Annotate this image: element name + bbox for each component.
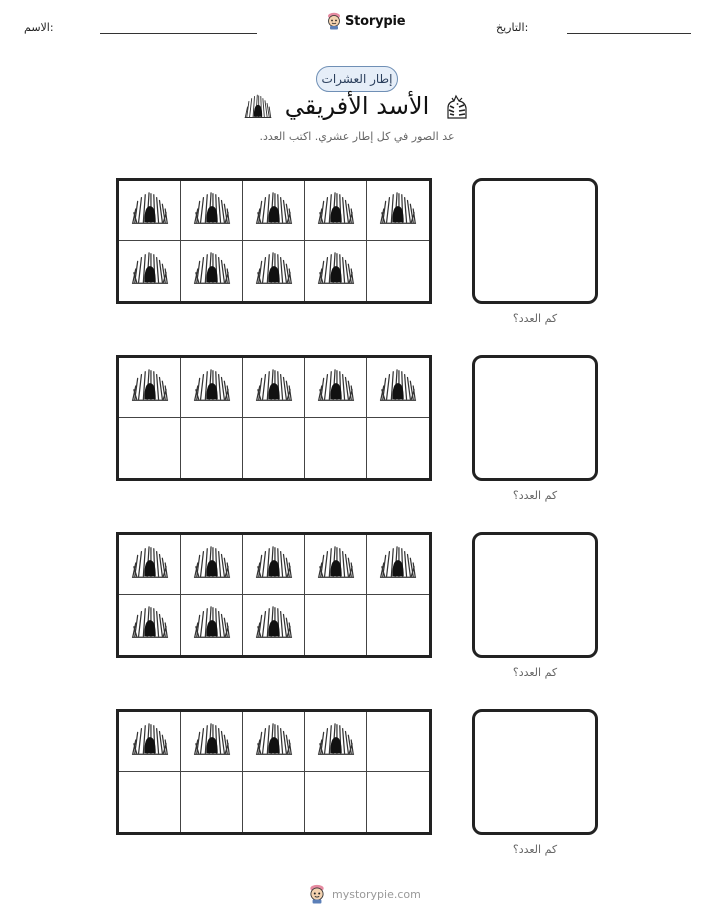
ten-frame-cell-empty xyxy=(367,418,429,478)
ten-frame-badge: إطار العشرات xyxy=(316,66,398,92)
grass-lion-den-icon xyxy=(131,368,169,408)
page-title: الأسد الأفريقي xyxy=(284,92,430,120)
ten-frame-cell-filled xyxy=(181,358,243,418)
grass-lion-den-icon xyxy=(193,722,231,762)
ten-frame xyxy=(116,355,432,481)
ten-frame-cell-filled xyxy=(367,181,429,241)
ten-frame-cell-empty xyxy=(243,418,305,478)
ten-frame-cell-filled xyxy=(243,595,305,655)
answer-box[interactable] xyxy=(472,532,598,658)
ten-frame-cell-filled xyxy=(243,358,305,418)
answer-box[interactable] xyxy=(472,178,598,304)
answer-prompt: كم العدد؟ xyxy=(512,666,558,679)
ten-frame-cell-empty xyxy=(305,772,367,832)
answer-box[interactable] xyxy=(472,709,598,835)
storypie-mascot-icon xyxy=(308,884,326,904)
ten-frame-cell-filled xyxy=(119,595,181,655)
grass-lion-den-icon xyxy=(131,545,169,585)
grass-lion-den-icon xyxy=(255,191,293,231)
ten-frame-cell-filled xyxy=(243,181,305,241)
grass-lion-den-icon xyxy=(193,605,231,645)
grass-lion-den-icon xyxy=(317,251,355,291)
instructions: عد الصور في كل إطار عشري. اكتب العدد. xyxy=(259,130,455,143)
grass-lion-den-icon xyxy=(379,545,417,585)
answer-prompt: كم العدد؟ xyxy=(512,843,558,856)
ten-frame-cell-filled xyxy=(119,241,181,301)
ten-frame-cell-filled xyxy=(119,358,181,418)
grass-lion-den-icon xyxy=(379,368,417,408)
answer-prompt: كم العدد؟ xyxy=(512,489,558,502)
grass-lion-den-icon xyxy=(131,191,169,231)
ten-frame-cell-filled xyxy=(243,535,305,595)
ten-frame-cell-filled xyxy=(181,595,243,655)
grass-lion-den-icon xyxy=(193,251,231,291)
ten-frame-cell-filled xyxy=(243,241,305,301)
ten-frame-cell-empty xyxy=(181,418,243,478)
ten-frame-cell-filled xyxy=(243,712,305,772)
ten-frame-cell-filled xyxy=(119,712,181,772)
storypie-mascot-icon xyxy=(326,12,342,30)
ten-frame xyxy=(116,709,432,835)
ten-frame-cell-filled xyxy=(305,241,367,301)
grass-lion-den-icon xyxy=(317,722,355,762)
grass-lion-den-icon xyxy=(131,251,169,291)
grass-lion-den-icon xyxy=(131,605,169,645)
grass-lion-den-icon xyxy=(255,368,293,408)
grass-lion-den-icon xyxy=(193,368,231,408)
ten-frame-cell-filled xyxy=(181,535,243,595)
grass-lion-den-icon xyxy=(379,191,417,231)
grass-lion-den-icon xyxy=(131,722,169,762)
ten-frame-cell-empty xyxy=(367,712,429,772)
ten-frame-cell-empty xyxy=(305,595,367,655)
ten-frame-cell-filled xyxy=(181,181,243,241)
footer-site: mystorypie.com xyxy=(332,887,421,901)
name-label: الاسم: xyxy=(24,21,54,34)
ten-frame-cell-filled xyxy=(367,358,429,418)
ten-frame-cell-empty xyxy=(367,595,429,655)
grass-lion-den-icon xyxy=(193,545,231,585)
ten-frame-cell-empty xyxy=(243,772,305,832)
ten-frame xyxy=(116,178,432,304)
ten-frame-cell-filled xyxy=(305,712,367,772)
zebra-icon xyxy=(442,92,472,126)
ten-frame-cell-filled xyxy=(181,712,243,772)
ten-frame-cell-empty xyxy=(367,772,429,832)
grass-lion-den-icon xyxy=(255,545,293,585)
ten-frame-cell-filled xyxy=(119,181,181,241)
grass-lion-den-icon xyxy=(255,605,293,645)
ten-frame-cell-filled xyxy=(305,181,367,241)
grass-lion-den-icon xyxy=(255,722,293,762)
date-label: التاريخ: xyxy=(496,21,529,34)
grass-lion-den-icon xyxy=(317,545,355,585)
grass-lion-den-icon xyxy=(317,191,355,231)
ten-frame-cell-empty xyxy=(119,772,181,832)
grass-lion-den-icon xyxy=(317,368,355,408)
footer xyxy=(308,884,421,904)
ten-frame-cell-empty xyxy=(367,241,429,301)
ten-frame-cell-empty xyxy=(119,418,181,478)
grass-lion-den-icon xyxy=(193,191,231,231)
answer-prompt: كم العدد؟ xyxy=(512,312,558,325)
ten-frame-cell-empty xyxy=(305,418,367,478)
date-line[interactable] xyxy=(567,33,691,34)
brand-name: Storypie xyxy=(345,13,406,29)
ten-frame xyxy=(116,532,432,658)
grass-lion-den-icon xyxy=(255,251,293,291)
name-line[interactable] xyxy=(100,33,257,34)
ten-frame-cell-filled xyxy=(119,535,181,595)
ten-frame-cell-filled xyxy=(367,535,429,595)
ten-frame-cell-filled xyxy=(305,535,367,595)
ten-frame-cell-filled xyxy=(305,358,367,418)
ten-frame-cell-empty xyxy=(181,772,243,832)
ten-frame-cell-filled xyxy=(181,241,243,301)
brand-logo xyxy=(326,12,405,30)
answer-box[interactable] xyxy=(472,355,598,481)
